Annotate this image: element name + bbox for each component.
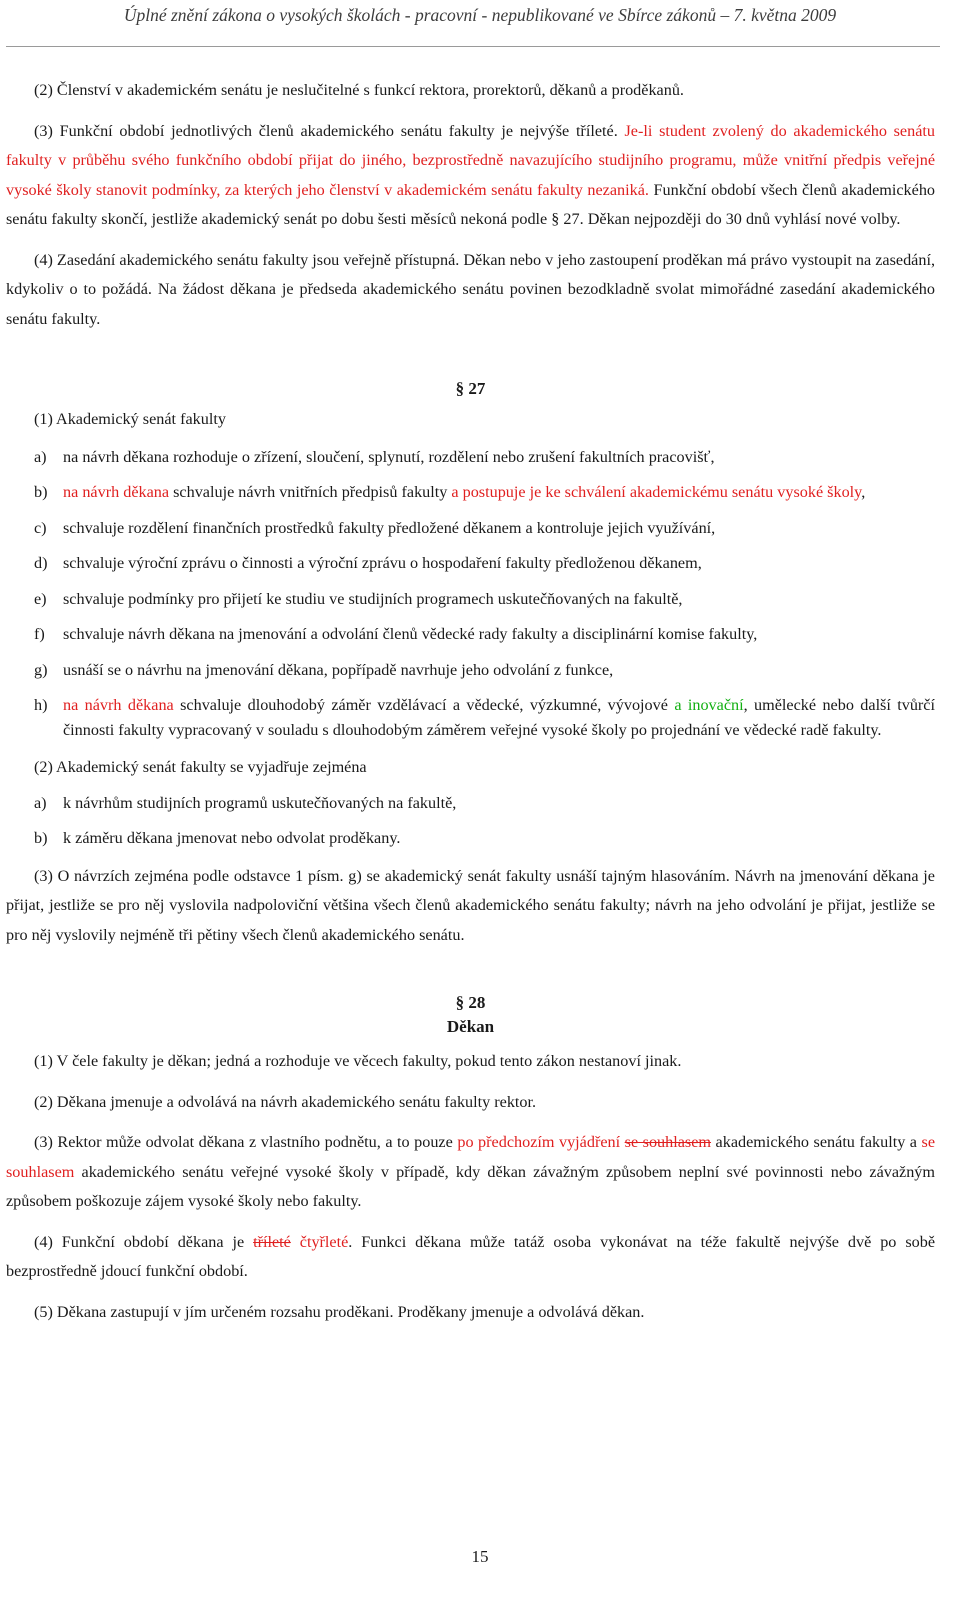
item-text-part: schvaluje návrh vnitřních předpisů fakulty bbox=[169, 483, 452, 501]
item-label: g) bbox=[34, 660, 48, 679]
s28-p3-insert-red-2: se souhlasem bbox=[6, 1133, 936, 1181]
item-text-tail: , umělecké nebo další tvůrčí činnosti fakulty vypracovaný v souladu s dlouhodobým záměrem veřejné vysoké školy po projednání ve vědecké radě fakulty. bbox=[63, 696, 935, 739]
item-text: k záměru děkana jmenovat nebo odvolat proděkany. bbox=[63, 829, 401, 847]
s28-p3-deleted: se souhlasem bbox=[624, 1133, 712, 1151]
s26-paragraph-2: (2) Členství v akademickém senátu je neslučitelné s funkcí rektora, prorektorů, děkanů a proděkanů. bbox=[34, 81, 684, 99]
item-insert-red: a postupuje je ke schválení akademickému senátu vysoké školy bbox=[451, 483, 862, 501]
section-28-heading: § 28 bbox=[455, 993, 486, 1012]
running-header: Úplné znění zákona o vysokých školách - pracovní - nepublikované ve Sbírce zákonů – 7. května 2009 bbox=[123, 5, 837, 25]
item-text: schvaluje návrh děkana na jmenování a odvolání členů vědecké rady fakulty a disciplinární komise fakulty, bbox=[63, 625, 758, 643]
item-text bbox=[63, 480, 935, 505]
item-text-tail: , bbox=[861, 483, 866, 501]
item-label: b) bbox=[34, 829, 48, 847]
item-text: schvaluje podmínky pro přijetí ke studiu ve studijních programech uskutečňovaných na fakultě, bbox=[63, 589, 683, 608]
s26-p3-insert-red: Je-li student zvolený do akademického senátu fakulty v průběhu svého funkčního období přijat do jiného, bezprostředně navazujícího studijního programu, může vnitřní předpis veřejné vysoké školy stanovit podmínky, za kterých jeho členství v akademickém senátu fakulty nezaniká. bbox=[6, 121, 935, 199]
s27-item-c bbox=[6, 516, 935, 541]
item-label: f) bbox=[34, 625, 45, 643]
s26-paragraph-3 bbox=[6, 117, 935, 235]
s28-p4-deleted: tříleté bbox=[253, 1232, 291, 1251]
s27-item-b bbox=[6, 480, 935, 505]
item-text: na návrh děkana rozhoduje o zřízení, sloučení, splynutí, rozdělení nebo zrušení fakultních pracovišť, bbox=[63, 447, 715, 466]
item-label: h) bbox=[34, 696, 48, 714]
s27-item-e bbox=[6, 587, 935, 612]
page-number: 15 bbox=[471, 1547, 489, 1566]
s27-paragraph-2: (2) Akademický senát fakulty se vyjadřuje zejména bbox=[34, 758, 367, 776]
s26-paragraph-4: (4) Zasedání akademického senátu fakulty jsou veřejně přístupná. Děkan nebo v jeho zastoupení proděkan má právo vystoupit na zasedání, kdykoliv o to požádá. Na žádost děkana je předseda akademického senátu povinen bezodkladně svolat mimořádné zasedání akademického senátu fakulty. bbox=[6, 250, 935, 328]
s28-p3-text-b: akademického senátu fakulty a bbox=[711, 1133, 922, 1151]
s27-item-f bbox=[6, 622, 935, 647]
s28-paragraph-2: (2) Děkana jmenuje a odvolává na návrh akademického senátu fakulty rektor. bbox=[34, 1092, 537, 1111]
section-27-heading: § 27 bbox=[455, 379, 486, 398]
item-text: schvaluje výroční zprávu o činnosti a výroční zprávu o hospodaření fakulty předloženou děkanem, bbox=[63, 554, 702, 572]
item-text-part: schvaluje dlouhodobý záměr vzdělávací a vědecké, výzkumné, vývojové bbox=[173, 696, 675, 714]
item-text: schvaluje rozdělení finančních prostředků fakulty předložené děkanem a kontroluje jejich využívání, bbox=[63, 518, 716, 537]
item-text: usnáší se o návrhu na jmenování děkana, popřípadě navrhuje jeho odvolání z funkce, bbox=[63, 660, 614, 679]
item-text bbox=[63, 693, 935, 742]
item-text: k návrhům studijních programů uskutečňovaných na fakultě, bbox=[63, 793, 457, 812]
s28-p3-text-c: akademického senátu veřejné vysoké školy v případě, kdy děkan závažným způsobem neplní své povinnosti nebo závažným způsobem poškozuje zájem vysoké školy nebo fakulty. bbox=[6, 1162, 935, 1210]
document-body bbox=[6, 76, 935, 1338]
s27-item-d bbox=[6, 551, 935, 576]
s28-paragraph-1: (1) V čele fakulty je děkan; jedná a rozhoduje ve věcech fakulty, pokud tento zákon nestanoví jinak. bbox=[34, 1052, 682, 1070]
s28-p4-text-a: (4) Funkční období děkana je bbox=[34, 1232, 254, 1251]
item-insert-red: na návrh děkana bbox=[63, 696, 174, 714]
item-label: a) bbox=[34, 447, 47, 466]
s26-p3-text-a: (3) Funkční období jednotlivých členů akademického senátu fakulty je nejvýše tříleté. bbox=[34, 121, 625, 140]
s28-p4-text-b: . Funkci děkana může tatáž osoba vykonávat na téže fakultě nejvýše dvě po sobě bezprostředně jdoucí funkční období. bbox=[6, 1232, 935, 1280]
s26-p3-text-b: Funkční období všech členů akademického senátu fakulty skončí, jestliže akademický senát po dobu šesti měsíců nekoná podle § 27. Děkan nejpozději do 30 dnů vyhlásí nové volby. bbox=[6, 180, 936, 228]
item-label: d) bbox=[34, 554, 48, 572]
s28-p3-insert-red: po předchozím vyjádření bbox=[457, 1133, 621, 1151]
s27-paragraph-1: (1) Akademický senát fakulty bbox=[34, 410, 226, 428]
s27-item-h bbox=[6, 693, 935, 742]
item-insert-green: a inovační bbox=[674, 696, 744, 714]
s28-paragraph-3 bbox=[6, 1128, 935, 1217]
s27-item-a bbox=[6, 445, 935, 470]
header-rule bbox=[6, 46, 940, 47]
s28-paragraph-4 bbox=[6, 1228, 935, 1287]
item-label: b) bbox=[34, 483, 48, 501]
s27-paragraph-3: (3) O návrzích zejména podle odstavce 1 písm. g) se akademický senát fakulty usnáší tajným hlasováním. Návrh na jmenování děkana je přijat, jestliže se pro něj vyslovila nadpoloviční většina všech členů akademického senátu fakulty; návrh na jeho odvolání je přijat, jestliže se pro něj vyslovily nejméně tři pětiny všech členů akademického senátu. bbox=[6, 866, 935, 944]
s28-p4-insert-red: čtyřleté bbox=[299, 1232, 349, 1251]
item-insert-red: na návrh děkana bbox=[63, 483, 170, 501]
item-label: e) bbox=[34, 589, 47, 608]
section-28-title: Děkan bbox=[446, 1017, 495, 1036]
s27-p2-item-b bbox=[6, 826, 935, 851]
item-label: c) bbox=[34, 518, 47, 537]
s28-p3-text-a: (3) Rektor může odvolat děkana z vlastního podnětu, a to pouze bbox=[34, 1133, 458, 1151]
item-label: a) bbox=[34, 793, 47, 812]
s27-item-g bbox=[6, 658, 935, 683]
s28-paragraph-5: (5) Děkana zastupují v jím určeném rozsahu proděkani. Proděkany jmenuje a odvolává děkan. bbox=[34, 1302, 645, 1321]
s27-p2-item-a bbox=[6, 791, 935, 816]
